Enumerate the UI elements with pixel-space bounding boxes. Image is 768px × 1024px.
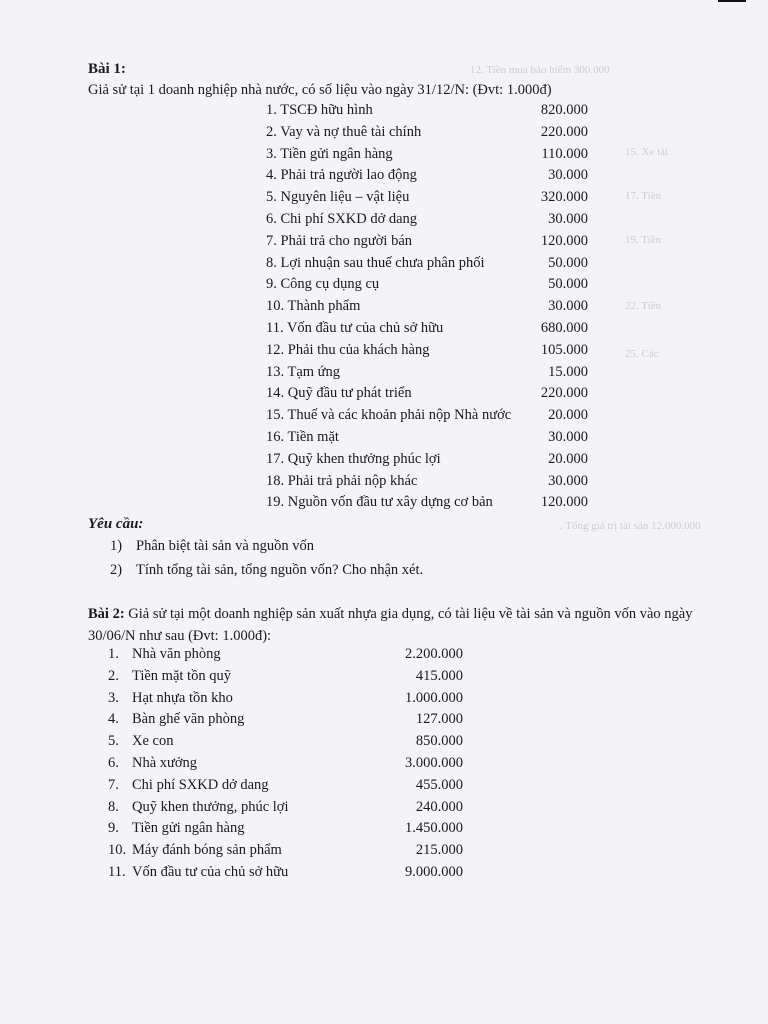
item-number: 1) [110,538,123,554]
item-label: Tiền mặt tồn quỹ [132,667,231,684]
bleed-through-text: 22. Tiền [625,300,662,312]
bleed-through-text: 15. Xe tải [625,146,669,158]
item-label: 19. Nguồn vốn đầu tư xây dựng cơ bản [266,494,493,511]
item-label: 13. Tạm ứng [266,363,341,380]
item-value: 220.000 [540,123,588,140]
item-number: 5. [108,733,119,750]
item-label: Tiền gửi ngân hàng [132,820,245,837]
item-value: 20.000 [548,450,588,467]
item-label: Máy đánh bóng sản phẩm [132,842,282,859]
item-number: 3. [108,689,119,706]
item-label: 4. Phải trả người lao động [266,167,417,184]
item-label: 3. Tiền gửi ngân hàng [266,145,393,162]
scan-edge-mark [718,0,746,2]
list-item [110,538,423,562]
item-value: 3.000.000 [405,754,463,771]
bleed-through-text: 17. Tiền [625,190,662,202]
item-value: 50.000 [548,254,588,271]
item-value: 455.000 [415,776,463,793]
item-value: 215.000 [415,842,463,859]
item-label: 15. Thuế và các khoản phải nộp Nhà nước [266,407,512,424]
item-label: Bàn ghế văn phòng [132,711,245,728]
item-label: 14. Quỹ đầu tư phát triển [266,385,412,402]
item-number: 7. [108,776,119,793]
item-value: 120.000 [540,232,588,249]
item-label: Nhà xưởng [132,754,198,771]
item-value: 15.000 [548,363,588,380]
item-value: 110.000 [541,145,588,162]
item-text: Tính tổng tài sản, tổng nguồn vốn? Cho nhận xét. [136,562,424,578]
item-number: 4. [108,711,119,728]
item-label: 18. Phải trả phải nộp khác [266,472,418,489]
item-label: 10. Thành phẩm [266,298,361,315]
item-number: 10. [108,842,127,859]
item-label: 7. Phải trả cho người bán [266,232,412,249]
item-value: 50.000 [548,276,588,293]
exercise-2-title: Bài 2: [88,606,125,622]
bleed-through-text: 19. Tiền [625,234,662,246]
item-label: 16. Tiền mặt [266,428,339,445]
item-number: 2. [108,667,119,684]
item-value: 20.000 [548,407,588,424]
item-value: 120.000 [540,494,588,511]
item-value: 1.000.000 [405,689,463,706]
item-value: 105.000 [540,341,588,358]
item-label: 17. Quỹ khen thưởng phúc lợi [266,450,441,467]
item-label: Chi phí SXKD dở dang [132,776,269,793]
item-value: 220.000 [540,385,588,402]
item-label: 1. TSCĐ hữu hình [266,102,373,118]
item-value: 127.000 [415,711,463,728]
requirements-title: Yêu cầu: [88,516,144,532]
item-value: 1.450.000 [405,820,463,837]
item-value: 680.000 [540,319,588,336]
item-value: 30.000 [548,472,588,489]
item-label: Xe con [132,733,174,750]
exercise-1-title: Bài 1: [88,61,126,77]
item-number: 1. [108,646,119,662]
requirements-list [110,538,423,586]
exercise-2-intro: Giả sử tại một doanh nghiệp sản xuất nhựa gia dụng, có tài liệu về tài sản và nguồn vốn vào ngày 30/06/N như sau (Đvt: 1.000đ): [88,606,693,644]
item-label: 11. Vốn đầu tư của chủ sở hữu [266,319,444,336]
bleed-through-text: . Tổng giá trị tài sản 12.000.000 [560,520,701,532]
item-value: 9.000.000 [405,863,463,880]
exercise-2-heading [88,603,736,647]
bleed-through-text: 12. Tiền mua bảo hiểm 300.000 [470,64,610,76]
item-text: Phân biệt tài sản và nguồn vốn [136,538,315,554]
item-value: 850.000 [415,733,463,750]
item-label: 9. Công cụ dụng cụ [266,276,380,293]
list-item [110,562,423,586]
item-label: Vốn đầu tư của chủ sở hữu [132,863,289,880]
exercise-1-intro: Giả sử tại 1 doanh nghiệp nhà nước, có số liệu vào ngày 31/12/N: (Đvt: 1.000đ) [88,82,552,98]
item-label: Quỹ khen thưởng, phúc lợi [132,798,289,815]
item-label: Nhà văn phòng [132,646,221,662]
item-label: Hạt nhựa tồn kho [132,689,233,706]
item-label: 5. Nguyên liệu – vật liệu [266,189,410,206]
item-value: 30.000 [548,210,588,227]
item-label: 6. Chi phí SXKD dở dang [266,210,418,227]
item-value: 30.000 [548,167,588,184]
item-number: 9. [108,820,119,837]
item-value: 415.000 [415,667,463,684]
item-number: 6. [108,754,119,771]
item-value: 30.000 [548,428,588,445]
item-label: 12. Phải thu của khách hàng [266,341,430,358]
item-number: 8. [108,798,119,815]
item-value: 2.200.000 [405,646,463,662]
item-number: 2) [110,562,123,578]
item-label: 8. Lợi nhuận sau thuế chưa phân phối [266,254,485,271]
item-label: 2. Vay và nợ thuê tài chính [266,123,422,140]
item-value: 240.000 [415,798,463,815]
item-value: 820.000 [540,102,588,118]
item-value: 30.000 [548,298,588,315]
item-number: 11. [108,863,126,880]
item-value: 320.000 [540,189,588,206]
bleed-through-text: 25. Các [625,348,659,360]
